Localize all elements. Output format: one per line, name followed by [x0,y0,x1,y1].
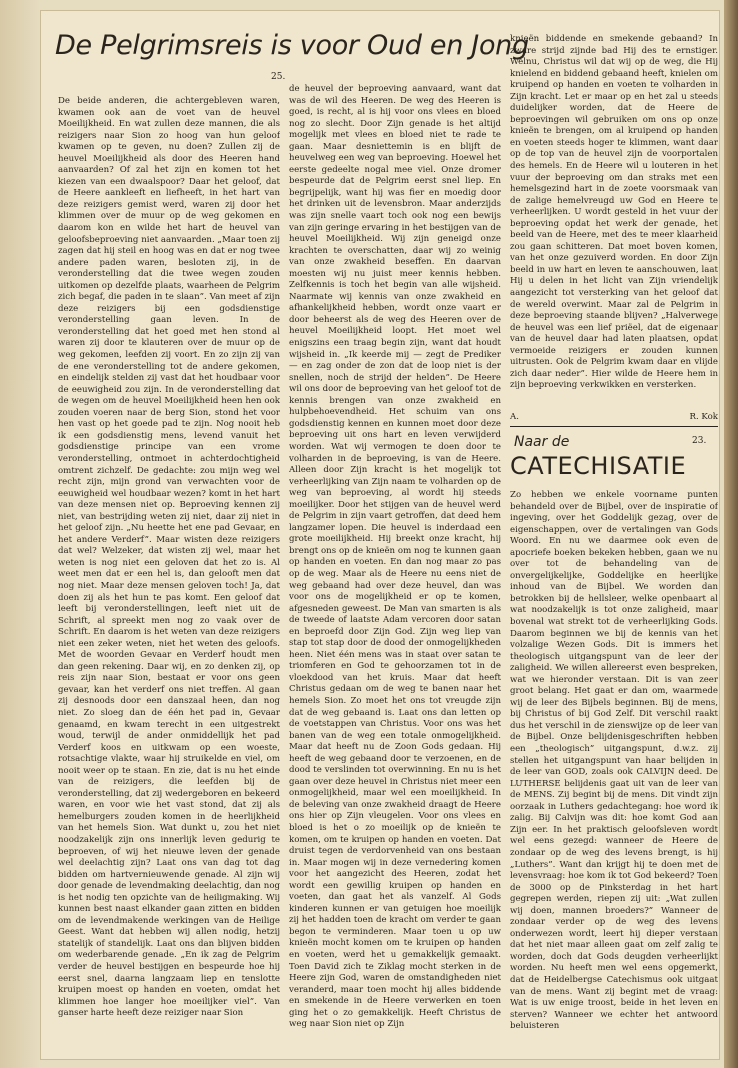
section-title: CATECHISATIE [510,452,687,480]
page-binding-edge [724,0,738,1068]
section-page-number: 23. [692,436,707,446]
article-signature [510,412,718,422]
signature-initial: A. [510,412,519,422]
article-column-3 [510,34,718,414]
article-column-2-text: de heuvel der beproeving aanvaard, want dat was de wil des Heeren. De weg des Heeren is goed, is recht, al is hij voor ons vlees en bloed nog zo slecht. Door Zijn genade is het altijd mogelijk met vlees en bloed niet te rade te gaan. Maar desniettemin is en blijft de heuvelweg een weg van beproeving. Hoewel het eerste gedeelte nogal mee viel. Onze dromer bespeurde dat de Pelgrim eerst snel liep. En begrijpelijk, want hij was fier en moedig door het drinken uit de levensbron. Maar anderzijds was zijn snelle vaart toch ook nog een bewijs van zijn geringe ervaring in het bestijgen van de heuvel Moeilijkheid. Wij zijn geneigd onze krachten te overschatten, daar wij zo weinig van onze zwakheid beseffen. En daarvan moesten wij nu juist meer kennis hebben. Zelfkennis is toch het begin van alle wijsheid. Naarmate wij kennis van onze zwakheid en afhankelijkheid hebben, wordt onze vaart er door beheerst als de weg des Heeren over de heuvel Moeilijkheid loopt. Het moet wel enigszins een traag begin zijn, want dat houdt wijsheid in. „Ik keerde mij — zegt de Prediker — en zag onder de zon dat de loop niet is der snellen, noch de strijd der helden”. De Heere wil ons door de beproeving van het geloof tot de kennis brengen van onze zwakheid en hulpbehoevendheid. Het schuim van ons godsdienstig kennen en kunnen moet door deze beproeving uit ons hart en leven verwijderd worden. Wat wij vermogen te doen door te volharden in de beproeving, is van de Heere. Alleen door Zijn kracht is het mogelijk tot verheerlijking van Zijn naam te volharden op de weg van beproeving, al wordt hij steeds moeilijker. Door het stijgen van de heuvel werd de Pelgrim in zijn vaart getroffen, dat deed hem langzamer lopen. Die heuvel is inderdaad een grote moeilijkheid. Hij breekt onze kracht, hij brengt ons op de knieën om nog te kunnen gaan op handen en voeten. En dan nog maar zo pas op de weg. Maar als de Heere nu eens niet de weg gebaand had over deze heuvel, dan was voor ons de mogelijkheid er op te komen, afgesneden geweest. De Man van smarten is als de tweede of laatste Adam vercoren door satan en beproefd door Zijn God. Zijn weg liep van stap tot stap door de dood der onmogelijkheden heen. Niet één mens was in staat over satan te triomferen en God te gehoorzamen tot in de vloekdood van het kruis. Maar dat heeft Christus gedaan om de weg te banen naar het hemels Sion. Zo moet het ons tot vreugde zijn dat de weg gebaand is. Laat ons dan letten op de voetstappen van Christus. Voor ons was het banen van de weg een totale onmogelijkheid. Maar dat heeft nu de Zoon Gods gedaan. Hij heeft de weg gebaand door te verzoenen, en de dood te verslinden tot overwinning. En nu is het gaan over deze heuvel in Christus niet meer een onmogelijkheid, maar wel een moeilijkheid. In de beleving van onze zwakheid draagt de Heere ons hier op Zijn vleugelen. Voor ons vlees en bloed is het o zo moeilijk op de knieën te komen, om te kruipen op handen en voeten. Dat druist tegen de verdorvenheid van ons bestaan in. Maar mogen wij in deze vernedering komen voor het aangezicht des Heeren, zodat het wordt een gewillig kruipen op handen en voeten, dan gaat het als vanzelf. Al Gods kinderen kunnen er van getuigen hoe moeilijk zij het hadden toen de kracht om verder te gaan begon te verminderen. Maar toen u op uw knieën mocht komen om te kruipen op handen en voeten, werd het u gemakkelijk gemaakt. Toen David zich te Ziklag mocht sterken in de Heere zijn God, waren de omstandigheden niet veranderd, maar toen mocht hij alles biddende en smekende in de Heere verwerken en toen ging het o zo gemakkelijk. Heeft Christus de weg naar Sion niet op Zijn [289,84,501,1030]
article-column-1 [58,96,280,1056]
article-column-2 [289,84,501,1056]
article-column-3-text: knieën biddende en smekende gebaand? In zware strijd zijnde bad Hij des te ernstiger. Welnu, Christus wil dat wij op de weg, die Hij knielend en biddend gebaand heeft, knielen om kruipend op handen en voeten te volharden in Zijn kracht. Let er maar op en het zal u steeds duidelijker worden, dat de Heere de beproevingen wil gebruiken om ons op onze knieën te brengen, om al kruipend op handen en voeten steeds hoger te klimmen, want daar op de top van de heuvel zijn de voorportalen des hemels. En de Heere wil u louteren in het vuur der beproeving om dan straks met een hemelsgezind hart in de zoete voorsmaak van de zalige hemelvreugd uw God en Heere te verheerlijken. U wordt gesteld in het vuur der beproeving opdat het werk der genade, het beeld van de Heere, met des te meer klaarheid zou gaan schitteren. Dat moet boven komen, van het onze gezuiverd worden. En door Zijn beeld in uw hart en leven te aanschouwen, laat Hij u delen in het licht van Zijn vriendelijk aangezicht tot versterking van het geloof dat de wereld overwint. Maar zal de Pelgrim in deze beproeving staande blijven? „Halverwege de heuvel was een lief priëel, dat de eigenaar van de heuvel daar had laten plaatsen, opdat vermoeide reizigers er zouden kunnen uitrusten. Ook de Pelgrim kwam daar en vlijde zich daar neder”. Hier wilde de Heere hem in zijn beproeving verkwikken en versterken. [510,34,718,391]
section-body-text: Zo hebben we enkele voorname punten behandeld over de Bijbel, over de inspiratie of ingeving, over het Goddelijk gezag, over de eigenschappen, over de vertalingen van Gods Woord. En nu we daarmee ook even de apocriefe boeken bekeken hebben, gaan we nu over tot de behandeling van de onvergelijkelijke, Goddelijke en heerlijke inhoud van de Bijbel. We worden dan betrokken bij de hellsleer, welke openbaart al wat noodzakelijk is tot onze zaligheid, maar bovenal wat strekt tot de verheerlijking Gods. Daarom beginnen we bij de kennis van het volzalige Wezen Gods. Dit is immers het theologisch uitgangspunt van de leer der zaligheid. We willen allereerst even bespreken, wat we hieronder verstaan. Dit is van zeer groot belang. Het gaat er dan om, waarmede wij de leer des Bijbels beginnen. Bij de mens, bij Christus of bij God Zelf. Dit verschil raakt dus het verschil in de zienswijze op de leer van de Bijbel. Onze belijdenisgeschriften hebben een „theologisch” uitgangspunt, d.w.z. zij stellen het uitgangspunt van haar belijden in de leer van GOD, zoals ook CALVIJN deed. De LUTHERSE belijdenis gaat uit van de leer van de MENS. Zij begint bij de mens. Dit vindt zijn oorzaak in Luthers gedachtegang: hoe word ik zalig. Bij Calvijn was dit: hoe komt God aan Zijn eer. In het praktisch geloofsleven wordt wel eens gezegd: wanneer de Heere de zondaar op de weg des levens brengt, is hij „Luthers”. Want dan krijgt hij te doen met de levensvraag: hoe kom ik tot God bekeerd? Toen de 3000 op de Pinksterdag in het hart gegrepen werden, riepen zij uit: „Wat zullen wij doen, mannen broeders?” Wanneer de zondaar verder op de weg des levens onderwezen wordt, leert hij dieper verstaan dat het niet maar alleen gaat om zelf zalig te worden, doch dat Gods deugden verheerlijkt worden. Nu heeft men wel eens opgemerkt, dat de Heidelbergse Catechismus ook uitgaat van de mens. Want zij begint met de vraag: Wat is uw enige troost, beide in het leven en sterven? Wanneer we echter het antwoord beluisteren [510,490,718,1032]
page-left-shadow [0,0,40,1068]
article-column-1-text: De beide anderen, die achtergebleven waren, kwamen ook aan de voet van de heuvel Moeilijkheid. En wat zullen deze mannen, die als reizigers naar Sion zo hoog van hun geloof kwamen op te geven, nu doen? Zullen zij de heuvel Moeilijkheid als door des Heeren hand aanvaarden? Of zal het zijn en komen tot het kiezen van een dwaalspoor? Daar het geloof, dat de Heere aankleeft en liefheeft, in het hart van deze reizigers gemist werd, waren zij door het klimmen over de muur op de weg gekomen en daarom kon en wilde het hart de heuvel van geloofsbeproeving niet aanvaarden. „Maar toen zij zagen dat hij steil en hoog was en dat er nog twee andere paden waren, besloten zij, in de veronderstelling dat die twee wegen zouden uitkomen op dezelfde plaats, waarheen de Pelgrim zich begaf, die paden in te slaan”. Van meet af zijn deze reizigers bij een godsdienstige veronderstelling gaan leven. In de veronderstelling dat het goed met hen stond al waren zij door te klauteren over de muur op de weg gekomen, leefden zij voort. En zo zijn zij van de ene veronderstelling tot de andere gekomen, en eindelijk stelden zij vast dat het houdbaar voor de eeuwigheid zou zijn. In de veronderstelling dat de wegen om de heuvel Moeilijkheid heen hen ook zouden voeren naar de berg Sion, stond het voor hen vast op het goede pad te zijn. Nog nooit heb ik een godsdienstig mens, levend vanuit het godsdienstige principe van een vrome veronderstelling, ontmoet in achterdochtigheid omtrent zichzelf. De gedachte: zou mijn weg wel recht zijn, mijn grond van verwachten voor de eeuwigheid wel houdbaar wezen? komt in het hart van deze mensen niet op. Beproeving kennen zij niet, van bestrijding weten zij niet, daar zij niet in het geloof zijn. „Nu heette het ene pad Gevaar, en het andere Verderf”. Maar wisten deze reizigers dat wel? Welzeker, dat wisten zij wel, maar het weten is nog niet een geloven dat het zo is. Al weet men dat er een hel is, dan gelooft men dat nog niet. Maar deze mensen geloven toch! Ja, dat doen zij als het hun te pas komt. Een geloof dat leeft bij veronderstellingen, leeft niet uit de Schrift, al spreekt men nog zo vaak over de Schrift. En daarom is het weten van deze reizigers niet een zeker weten, niet het weten des geloofs. Met de woorden Gevaar en Verderf houdt men dan geen rekening. Daar wij, en zo denken zij, op reis zijn naar Sion, bestaat er voor ons geen gevaar, kan het verderf ons niet treffen. Al gaan zij desnoods door een danszaal heen, dan nog niet. Zo sloeg dan de één het pad in, Gevaar genaamd, en kwam terecht in een uitgestrekt woud, terwijl de ander onmiddellijk het pad Verderf koos en uitkwam op een woeste, rotsachtige vlakte, waar hij struikelde en viel, om nooit weer op te staan. En zie, dat is nu het einde van de reizigers, die leefden bij de veronderstelling, dat zij wedergeboren en bekeerd waren, en voor wie het vast stond, dat zij als hemelburgers zouden komen in de heerlijkheid van het hemels Sion. Wat dunkt u, zou het niet noodzakelijk zijn ons innerlijk leven gedurig te beproeven, of wij het nieuwe leven der genade wel deelachtig zijn? Laat ons van dag tot dag bidden om hartvernieuwende genade. Al zijn wij door genade de levendmaking deelachtig, dan nog is het nodig ten opzichte van de heiligmaking. Wij kunnen best naast elkander gaan zitten en bidden om de levendmakende werkingen van de Heilige Geest. Want dat hebben wij allen nodig, hetzij statelijk of standelijk. Laat ons dan blijven bidden om wederbarende genade. „En ik zag de Pelgrim verder de heuvel bestijgen en bespeurde hoe hij eerst snel, daarna langzaam liep en tenslotte kruipen moest op handen en voeten, omdat het klimmen hoe langer hoe moeilijker viel”. Van ganser harte heeft deze reiziger naar Sion [58,96,280,1019]
article-page-number: 25. [271,72,286,82]
section-prefix: Naar de [514,434,570,450]
article-title: De Pelgrimsreis is voor Oud en Jong [55,30,529,61]
signature-author: R. Kok [689,412,718,422]
section-body [510,490,718,1060]
section-divider [510,426,718,427]
